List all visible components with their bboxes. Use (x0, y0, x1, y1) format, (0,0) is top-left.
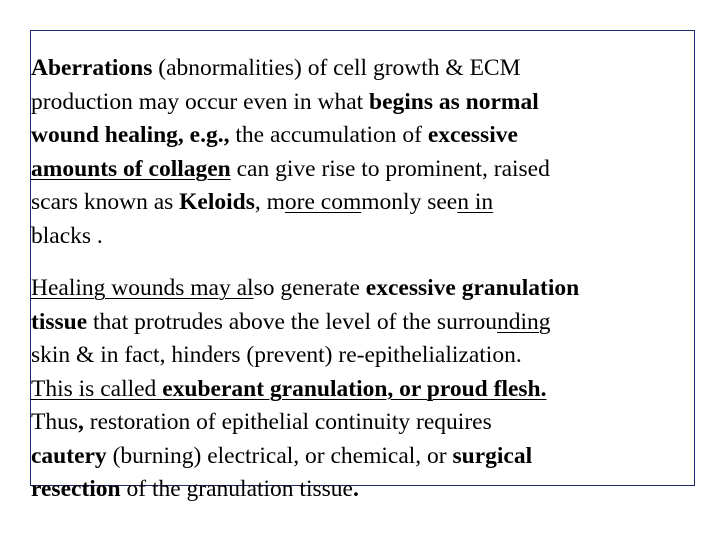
term-exuberant-granulation: exuberant granulation, or proud flesh. (162, 375, 547, 402)
bold-run: begins as normal (369, 88, 539, 115)
line (31, 440, 696, 474)
bold-run: surgical (452, 442, 533, 469)
line (31, 86, 696, 120)
text-run: restoration of epithelial continuity requires (83, 409, 492, 435)
line (31, 373, 696, 407)
term-aberrations: Aberrations (31, 55, 153, 81)
paragraph-keloids (31, 52, 696, 253)
bold-run: wound healing, e.g., (31, 122, 230, 148)
line (31, 119, 696, 153)
text-run: (burning) electrical, or chemical, or (106, 442, 453, 469)
text-run: that protrudes above the level of the surrou (87, 308, 497, 335)
text-run: scars known as (31, 189, 180, 215)
underlined-run: ore com (284, 189, 362, 215)
bold-run: excessive (427, 122, 518, 148)
underlined-run: n in (457, 189, 494, 215)
text-run: monly see (361, 189, 458, 215)
text-run: , m (254, 189, 285, 215)
line (31, 272, 696, 306)
text-run: skin & in fact, hinders (prevent) re-epithelialization. (31, 342, 522, 368)
text-run: of the granulation tissue (120, 476, 353, 502)
text-run: (abnormalities) of cell growth & ECM (152, 55, 521, 81)
underlined-run: nding (496, 308, 551, 335)
text-run: the accumulation of (229, 122, 428, 148)
term-cautery: cautery (31, 442, 107, 469)
bold-run: excessive granulation (365, 275, 580, 301)
bold-run: . (352, 476, 359, 502)
line (31, 473, 696, 507)
bold-underlined-run: amounts of collagen (31, 155, 231, 182)
paragraph-proud-flesh (31, 272, 696, 507)
bold-run: tissue (31, 308, 88, 335)
line (31, 306, 696, 340)
text-run: Thus (31, 409, 78, 435)
term-keloids: Keloids (179, 189, 255, 215)
underlined-run: This is called (31, 375, 163, 402)
text-run: can give rise to prominent, raised (230, 155, 550, 182)
underlined-run: Healing wounds may al (31, 275, 254, 301)
line (31, 220, 696, 254)
term-resection: resection (31, 476, 121, 502)
line (31, 406, 696, 440)
line (31, 52, 696, 86)
bold-run: , (78, 409, 84, 435)
text-run: blacks . (31, 222, 103, 249)
text-run: so generate (253, 275, 366, 301)
line (31, 153, 696, 187)
line (31, 339, 696, 373)
line (31, 186, 696, 220)
text-run: production may occur even in what (31, 88, 370, 115)
